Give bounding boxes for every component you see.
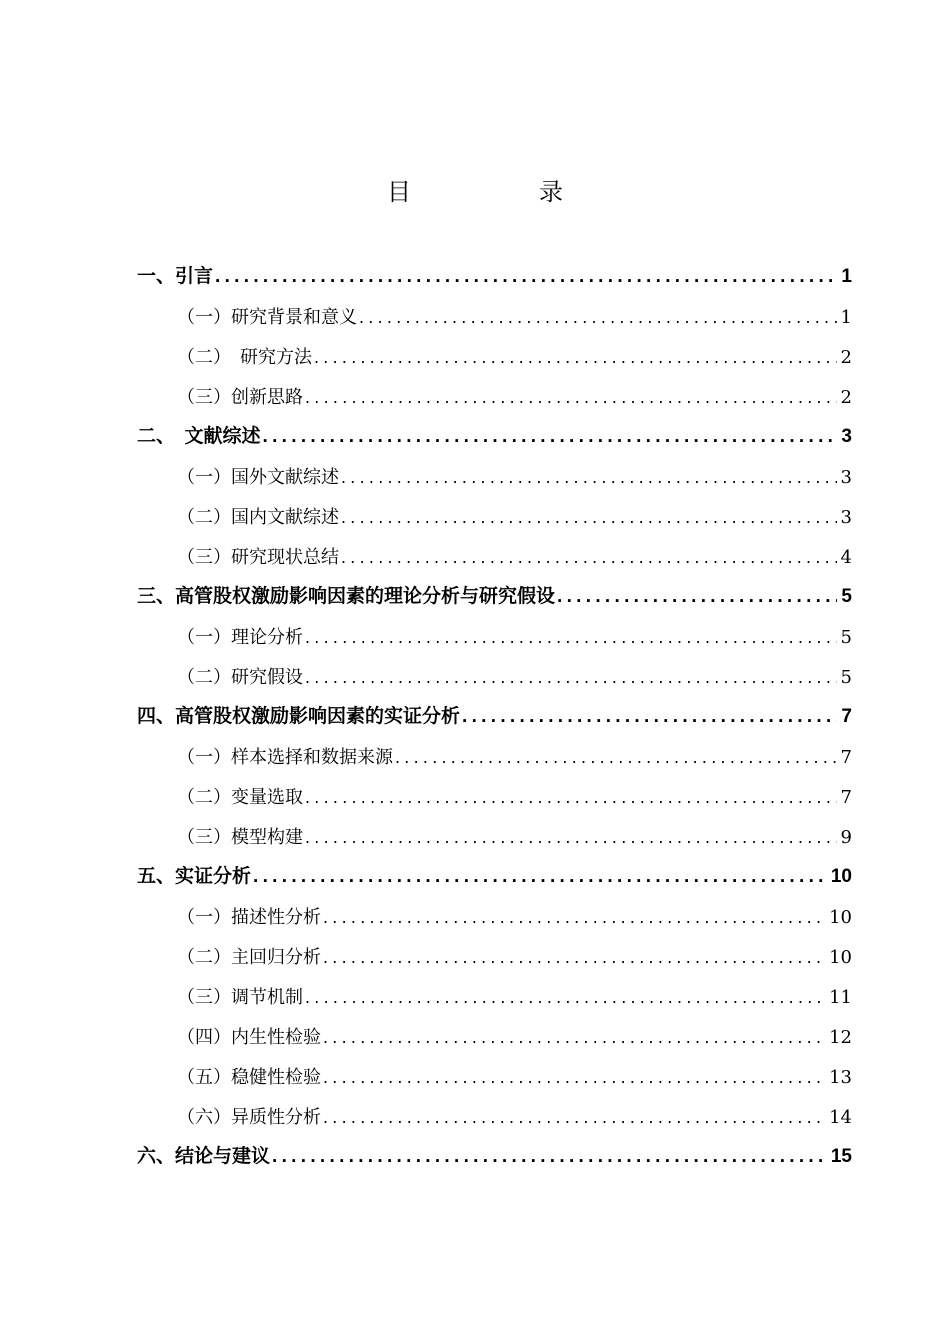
toc-section-entry[interactable]: [137, 1097, 852, 1137]
toc-dot-leader: [305, 657, 837, 697]
toc-page-number: 5: [840, 627, 852, 648]
toc-page-number: 1: [840, 307, 852, 328]
toc-dot-leader: [323, 1057, 825, 1097]
toc-entry-label: （二）主回归分析: [177, 947, 321, 968]
toc-dot-leader: [215, 257, 837, 297]
page-title: 目 录: [387, 178, 615, 206]
toc-entry-label: （二）国内文献综述: [177, 507, 339, 528]
toc-page-number: 7: [840, 787, 852, 808]
toc-dot-leader: [323, 1097, 825, 1137]
toc-dot-leader: [305, 777, 837, 817]
toc-section-entry[interactable]: [137, 497, 852, 537]
toc-dot-leader: [323, 937, 825, 977]
toc-section-entry[interactable]: [137, 297, 852, 337]
toc-dot-leader: [323, 897, 825, 937]
toc-page-number: 1: [841, 266, 852, 287]
toc-dot-leader: [272, 1137, 827, 1177]
toc-dot-leader: [557, 577, 837, 617]
toc-page-number: 10: [829, 907, 852, 928]
toc-entry-label: （二）变量选取: [177, 787, 303, 808]
toc-section-entry[interactable]: [137, 737, 852, 777]
toc-entry-label: （二） 研究方法: [177, 347, 312, 368]
toc-page-number: 7: [841, 706, 852, 727]
toc-entry-label: 五、实证分析: [137, 866, 252, 887]
toc-chapter-entry[interactable]: [137, 417, 852, 457]
toc-entry-label: （三）模型构建: [177, 827, 303, 848]
toc-entry-label: （一）理论分析: [177, 627, 303, 648]
toc-entry-label: （一）研究背景和意义: [177, 307, 357, 328]
toc-entry-label: （五）稳健性检验: [177, 1067, 321, 1088]
toc-section-entry[interactable]: [137, 377, 852, 417]
toc-page-number: 15: [830, 1146, 852, 1167]
toc-entry-label: 三、高管股权激励影响因素的理论分析与研究假设: [137, 586, 556, 607]
toc-chapter-entry[interactable]: [137, 1137, 852, 1177]
toc-page-number: 5: [841, 586, 852, 607]
toc-page-number: 4: [840, 547, 852, 568]
toc-entry-label: （一）国外文献综述: [177, 467, 339, 488]
toc-page-number: 11: [829, 987, 852, 1008]
toc-entry-label: 二、 文献综述: [137, 426, 261, 447]
toc-section-entry[interactable]: [137, 897, 852, 937]
toc-entry-label: 四、高管股权激励影响因素的实证分析: [137, 706, 461, 727]
toc-dot-leader: [341, 497, 837, 537]
toc-entry-label: （一）样本选择和数据来源: [177, 747, 393, 768]
toc-page-number: 10: [829, 947, 852, 968]
toc-chapter-entry[interactable]: [137, 257, 852, 297]
toc-dot-leader: [359, 297, 837, 337]
toc-dot-leader: [462, 697, 837, 737]
toc-dot-leader: [263, 417, 838, 457]
toc-page-number: 7: [840, 747, 852, 768]
toc-dot-leader: [395, 737, 837, 777]
toc-page-number: 14: [829, 1107, 852, 1128]
toc-entry-label: （二）研究假设: [177, 667, 303, 688]
toc-section-entry[interactable]: [137, 1057, 852, 1097]
toc-entry-label: （三）研究现状总结: [177, 547, 339, 568]
toc-dot-leader: [314, 337, 837, 377]
toc-entry-label: 六、结论与建议: [137, 1146, 271, 1167]
toc-dot-leader: [305, 617, 837, 657]
toc-dot-leader: [305, 977, 825, 1017]
toc-page-number: 3: [840, 507, 852, 528]
toc-page-number: 3: [841, 426, 852, 447]
toc-entry-label: （三）创新思路: [177, 387, 303, 408]
toc-section-entry[interactable]: [137, 937, 852, 977]
toc-dot-leader: [341, 537, 837, 577]
toc-chapter-entry[interactable]: [137, 577, 852, 617]
toc-entry-label: 一、引言: [137, 266, 214, 287]
toc-entry-label: （六）异质性分析: [177, 1107, 321, 1128]
toc-page-number: 3: [840, 467, 852, 488]
toc-dot-leader: [305, 817, 837, 857]
toc-dot-leader: [341, 457, 837, 497]
toc-page-number: 9: [840, 827, 852, 848]
toc-section-entry[interactable]: [137, 777, 852, 817]
toc-entry-label: （三）调节机制: [177, 987, 303, 1008]
toc-section-entry[interactable]: [137, 537, 852, 577]
toc-page-number: 12: [829, 1027, 852, 1048]
toc-page-number: 2: [840, 347, 852, 368]
toc-page-number: 10: [830, 866, 852, 887]
toc-section-entry[interactable]: [137, 657, 852, 697]
toc-section-entry[interactable]: [137, 817, 852, 857]
toc-section-entry[interactable]: [137, 457, 852, 497]
toc-dot-leader: [253, 857, 827, 897]
toc-dot-leader: [323, 1017, 825, 1057]
toc-chapter-entry[interactable]: [137, 857, 852, 897]
toc-entry-label: （一）描述性分析: [177, 907, 321, 928]
table-of-contents: [137, 257, 852, 1177]
toc-page-number: 13: [829, 1067, 852, 1088]
toc-section-entry[interactable]: [137, 977, 852, 1017]
toc-page-number: 2: [840, 387, 852, 408]
toc-chapter-entry[interactable]: [137, 697, 852, 737]
toc-dot-leader: [305, 377, 837, 417]
toc-section-entry[interactable]: [137, 1017, 852, 1057]
toc-page-number: 5: [840, 667, 852, 688]
toc-section-entry[interactable]: [137, 337, 852, 377]
toc-entry-label: （四）内生性检验: [177, 1027, 321, 1048]
toc-section-entry[interactable]: [137, 617, 852, 657]
